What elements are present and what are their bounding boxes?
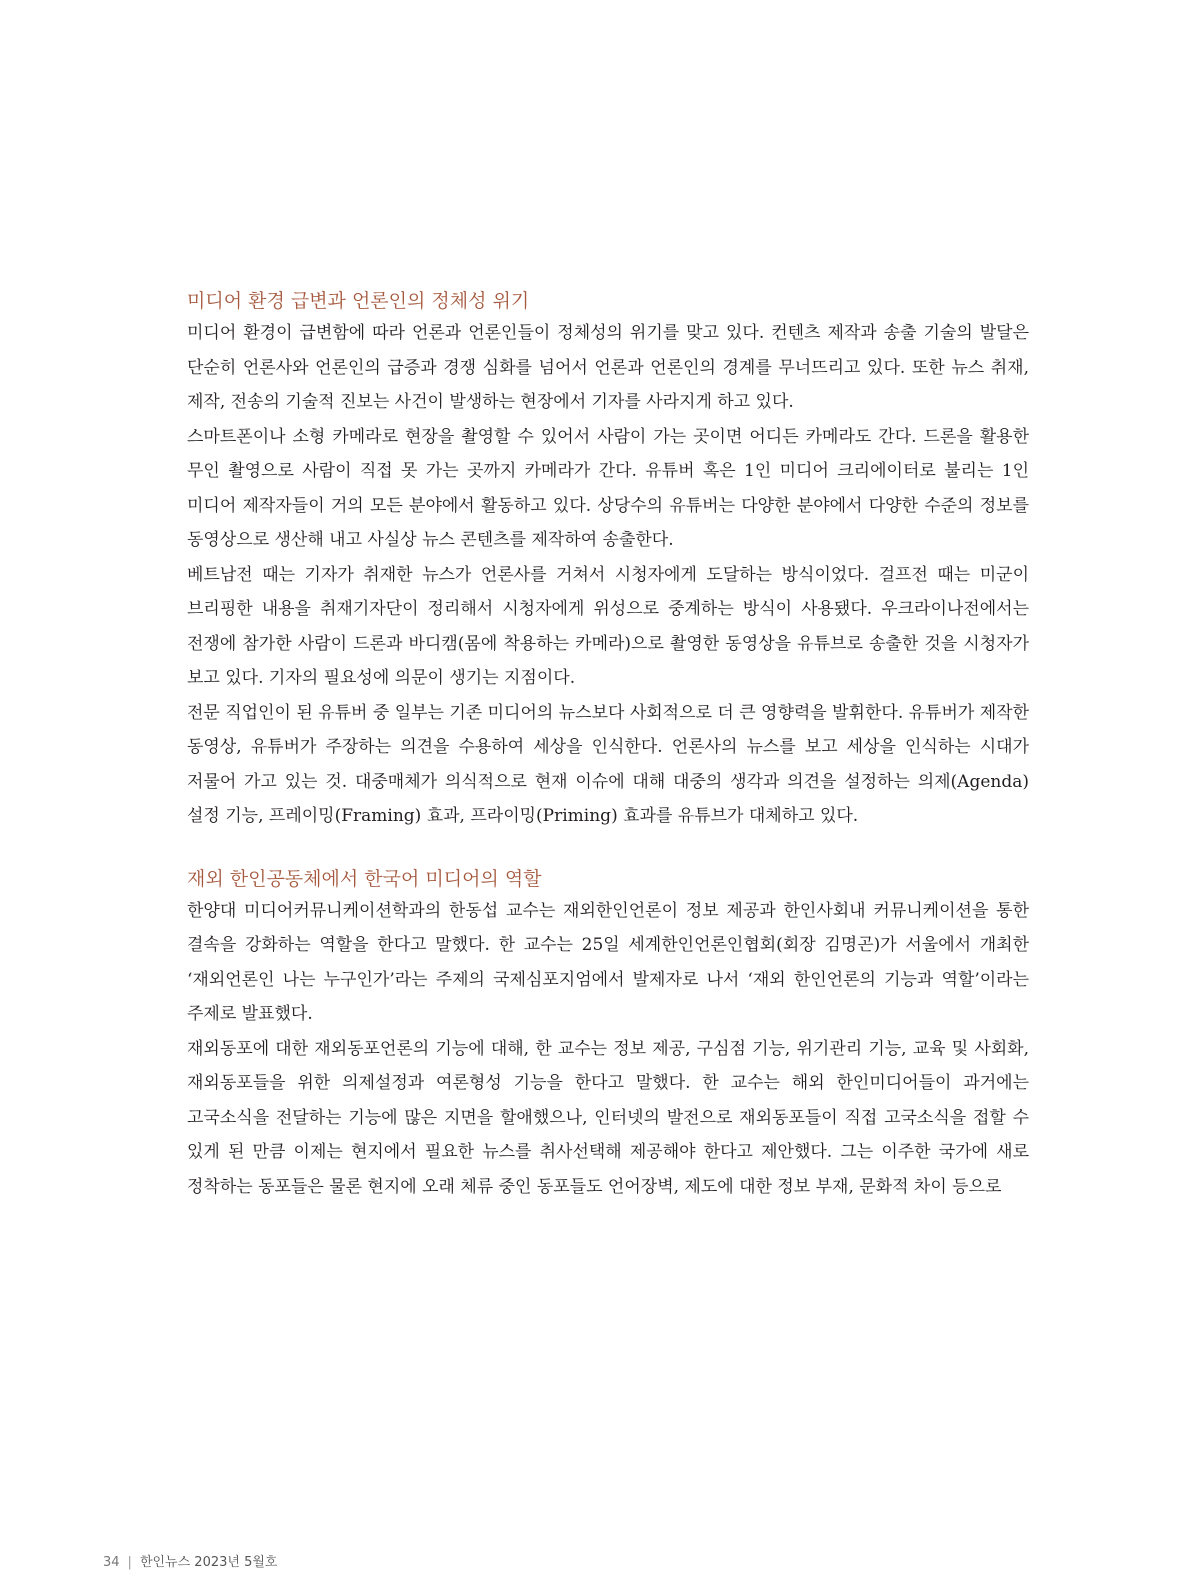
paragraph: 한양대 미디어커뮤니케이션학과의 한동섭 교수는 재외한인언론이 정보 제공과 한인사회내 커뮤니케이션을 통한 결속을 강화하는 역할을 한다고 말했다. 한 교수는 25일 세계한인언론인협회(회장 김명곤)가 서울에서 개최한 ‘재외언론인 나는 누구인가’라는 주제의 국제심포지엄에서 발제자로 나서 ‘재외 한인언론의 기능과 역할’이라는 주제로 발표했다. xyxy=(187,900,1029,1024)
paragraph: 전문 직업인이 된 유튜버 중 일부는 기존 미디어의 뉴스보다 사회적으로 더 큰 영향력을 발휘한다. 유튜버가 제작한 동영상, 유튜버가 주장하는 의견을 수용하여 세상을 인식한다. 언론사의 뉴스를 보고 세상을 인식하는 시대가 저물어 가고 있는 것. 대중매체가 의식적으로 현재 이슈에 대해 대중의 생각과 의견을 설정하는 의제(Agenda) 설정 기능, 프레이밍(Framing) 효과, 프라이밍(Priming) 효과를 유튜브가 대체하고 있다. xyxy=(187,702,1029,826)
article-body xyxy=(187,286,1029,1204)
paragraph: 스마트폰이나 소형 카메라로 현장을 촬영할 수 있어서 사람이 가는 곳이면 어디든 카메라도 간다. 드론을 활용한 무인 촬영으로 사람이 직접 못 가는 곳까지 카메라가 간다. 유튜버 혹은 1인 미디어 크리에이터로 불리는 1인 미디어 제작자들이 거의 모든 분야에서 활동하고 있다. 상당수의 유튜버는 다양한 분야에서 다양한 수준의 정보를 동영상으로 생산해 내고 사실상 뉴스 콘텐츠를 제작하여 송출한다. xyxy=(187,426,1029,550)
paragraph: 베트남전 때는 기자가 취재한 뉴스가 언론사를 거쳐서 시청자에게 도달하는 방식이었다. 걸프전 때는 미군이 브리핑한 내용을 취재기자단이 정리해서 시청자에게 위성으로 중계하는 방식이 사용됐다. 우크라이나전에서는 전쟁에 참가한 사람이 드론과 바디캠(몸에 착용하는 카메라)으로 촬영한 동영상을 유튜브로 송출한 것을 시청자가 보고 있다. 기자의 필요성에 의문이 생기는 지점이다. xyxy=(187,564,1029,688)
page-footer xyxy=(103,1554,277,1572)
footer-separator: | xyxy=(127,1555,132,1570)
publication-name: 한인뉴스 2023년 5월호 xyxy=(139,1555,278,1570)
page-number: 34 xyxy=(103,1555,120,1570)
paragraph: 재외동포에 대한 재외동포언론의 기능에 대해, 한 교수는 정보 제공, 구심점 기능, 위기관리 기능, 교육 및 사회화, 재외동포들을 위한 의제설정과 여론형성 기능을 한다고 말했다. 한 교수는 해외 한인미디어들이 과거에는 고국소식을 전달하는 기능에 많은 지면을 할애했으나, 인터넷의 발전으로 재외동포들이 직접 고국소식을 접할 수 있게 된 만큼 이제는 현지에서 필요한 뉴스를 취사선택해 제공해야 한다고 제안했다. 그는 이주한 국가에 새로 정착하는 동포들은 물론 현지에 오래 체류 중인 동포들도 언어장벽, 제도에 대한 정보 부재, 문화적 차이 등으로 xyxy=(187,1038,1029,1197)
section-media-identity-crisis xyxy=(187,286,1029,834)
section-heading: 미디어 환경 급변과 언론인의 정체성 위기 xyxy=(187,290,530,312)
section-korean-media-role xyxy=(187,864,1029,1205)
paragraph: 미디어 환경이 급변함에 따라 언론과 언론인들이 정체성의 위기를 맞고 있다. 컨텐츠 제작과 송출 기술의 발달은 단순히 언론사와 언론인의 급증과 경쟁 심화를 넘어서 언론과 언론인의 경계를 무너뜨리고 있다. 또한 뉴스 취재, 제작, 전송의 기술적 진보는 사건이 발생하는 현장에서 기자를 사라지게 하고 있다. xyxy=(187,323,1029,412)
section-heading: 재외 한인공동체에서 한국어 미디어의 역할 xyxy=(187,867,542,890)
